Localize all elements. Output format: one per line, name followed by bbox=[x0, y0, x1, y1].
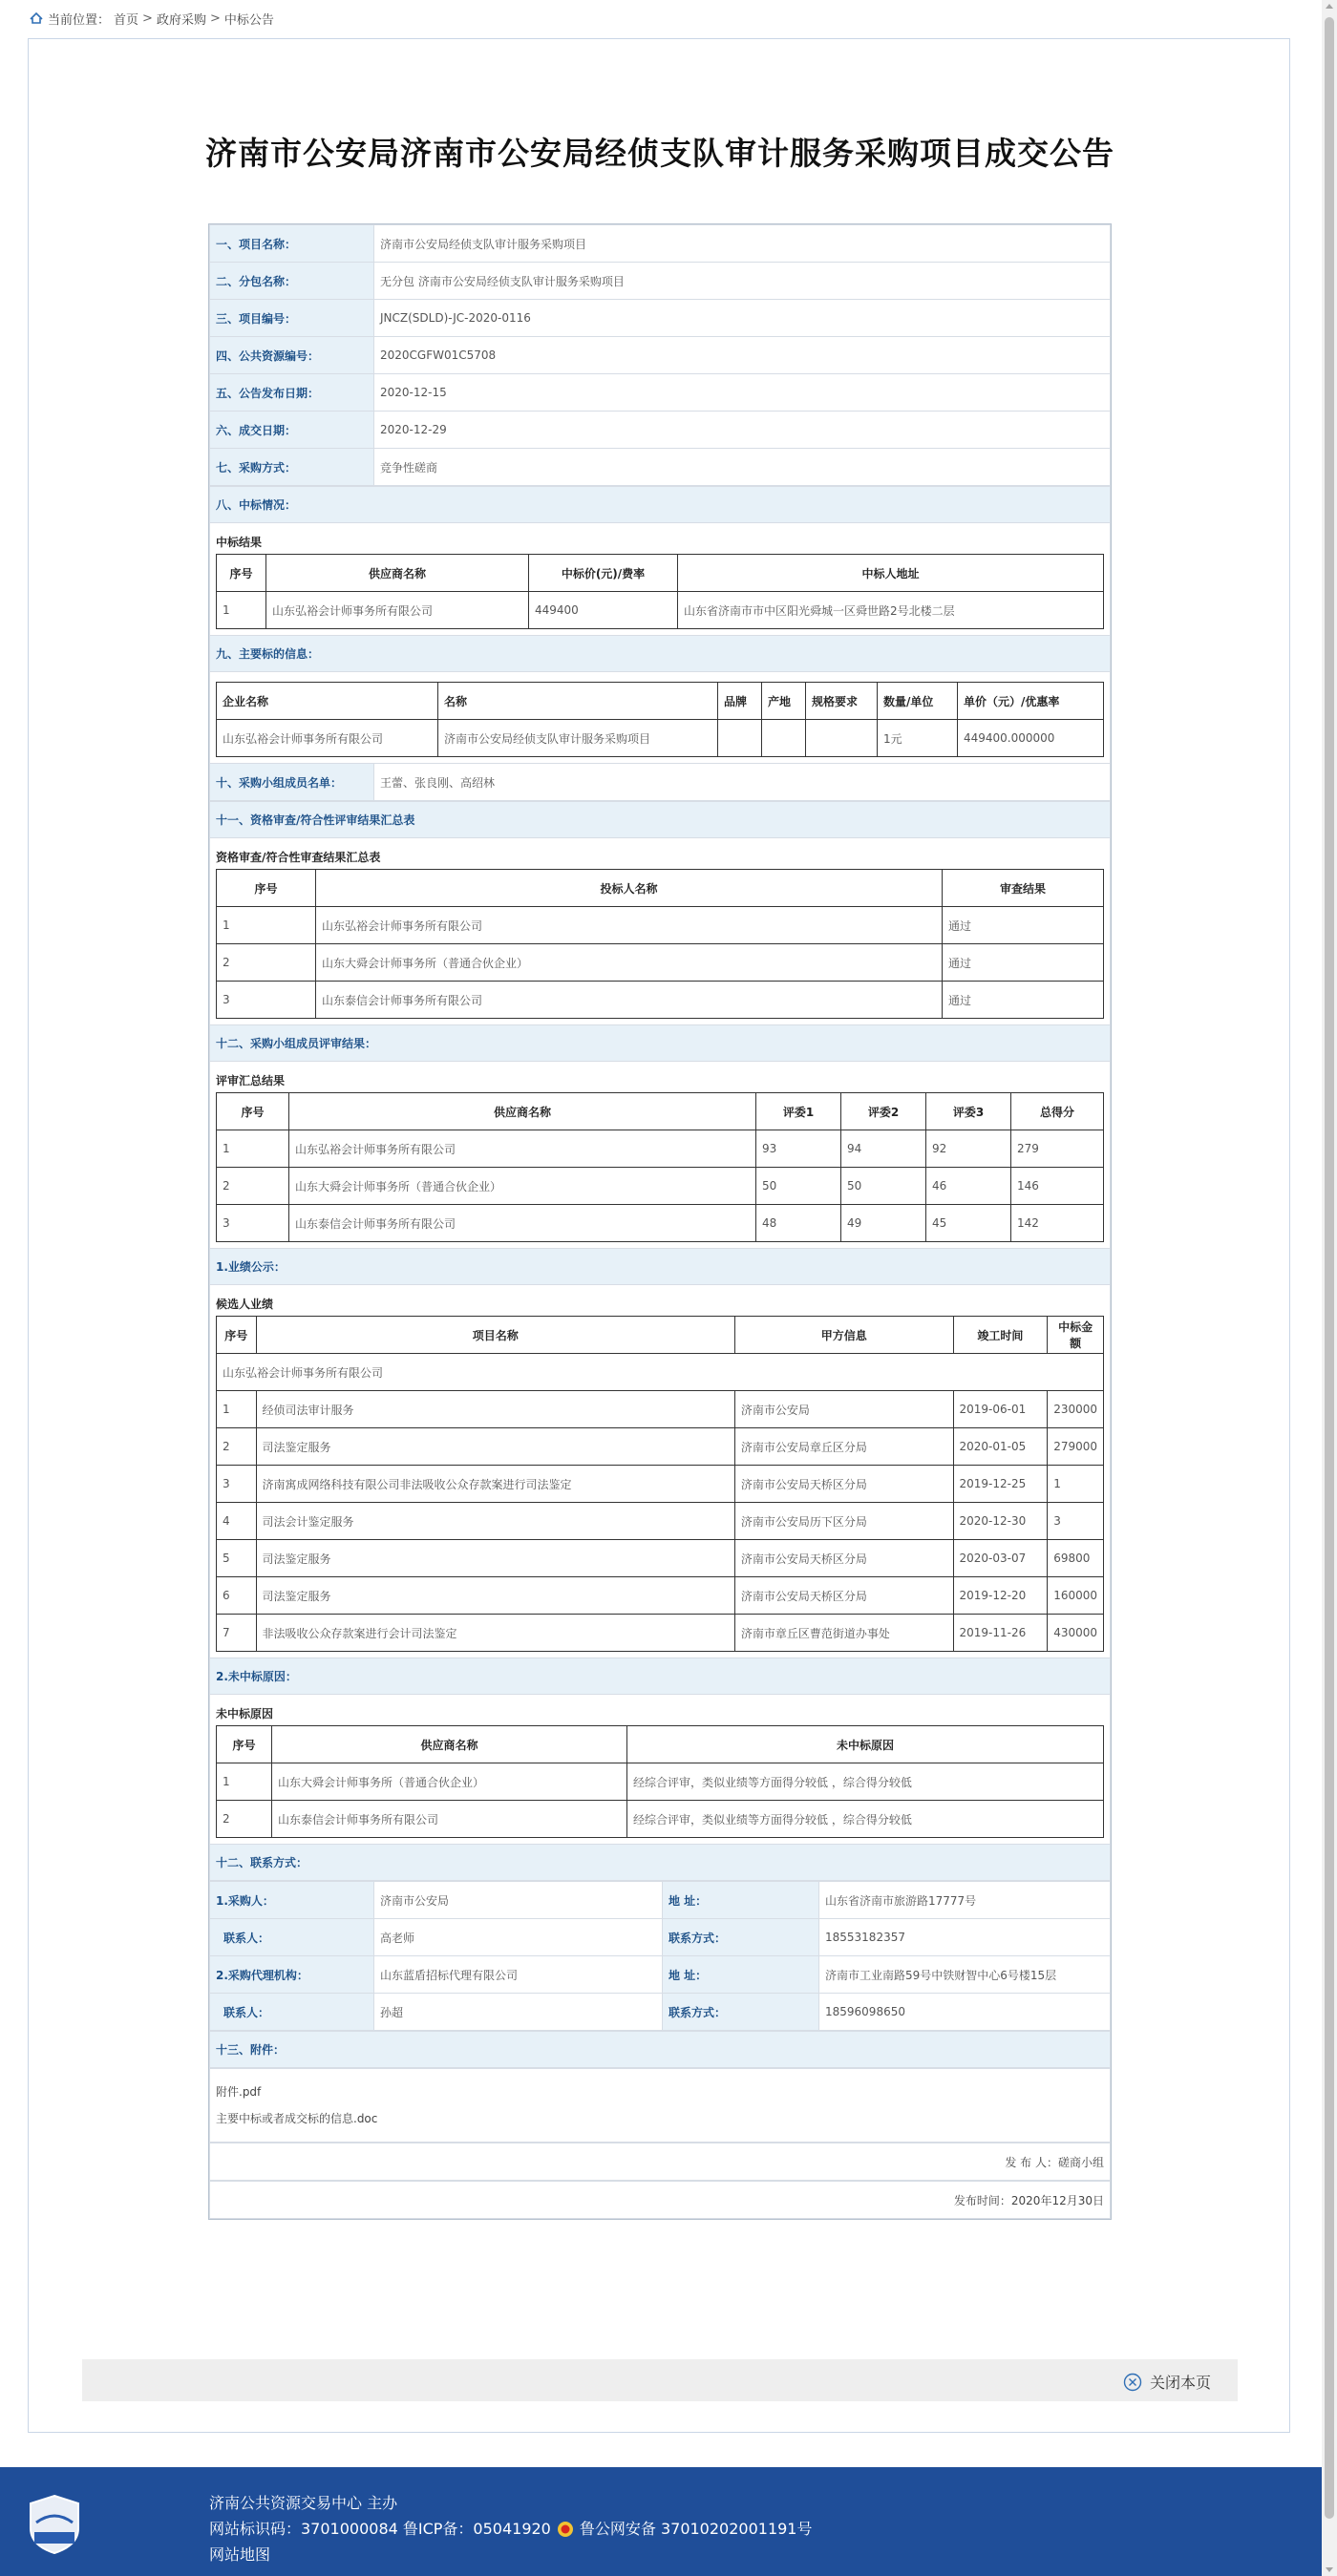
table-cell: 1 bbox=[1048, 1466, 1104, 1503]
column-header: 供应商名称 bbox=[289, 1093, 756, 1130]
table-cell: 山东大舜会计师事务所（普通合伙企业） bbox=[289, 1168, 756, 1205]
table-cell: 司法鉴定服务 bbox=[256, 1577, 734, 1615]
table-row bbox=[217, 1168, 1104, 1205]
main-items-table bbox=[216, 682, 1104, 757]
column-header: 产地 bbox=[762, 683, 806, 720]
table-cell: 山东弘裕会计师事务所有限公司 bbox=[266, 592, 529, 629]
table-cell: 经综合评审，类似业绩等方面得分较低 ，综合得分较低 bbox=[627, 1801, 1104, 1838]
qualification-subtitle: 资格审查/符合性审查结果汇总表 bbox=[216, 851, 381, 864]
column-header: 供应商名称 bbox=[266, 555, 529, 592]
table-cell: 2019-11-26 bbox=[953, 1615, 1048, 1652]
column-header: 规格要求 bbox=[806, 683, 878, 720]
panel-members-table bbox=[209, 763, 1111, 801]
announcement-document bbox=[208, 223, 1112, 2220]
info-label: 三、项目编号： bbox=[210, 300, 374, 337]
close-page-button[interactable] bbox=[1123, 2371, 1211, 2393]
table-cell: 山东大舜会计师事务所（普通合伙企业） bbox=[316, 944, 943, 982]
table-row bbox=[217, 592, 1104, 629]
table-row bbox=[217, 1428, 1104, 1466]
buyer-contact-value: 高老师 bbox=[374, 1919, 663, 1956]
table-row bbox=[217, 1763, 1104, 1801]
table-cell: 2 bbox=[217, 1168, 289, 1205]
info-label: 二、分包名称： bbox=[210, 263, 374, 300]
info-label: 四、公共资源编号： bbox=[210, 337, 374, 374]
table-cell: 山东弘裕会计师事务所有限公司 bbox=[289, 1130, 756, 1168]
footer-sitemap-link[interactable]: 网站地图 bbox=[209, 2545, 271, 2564]
table-cell: 1 bbox=[217, 1763, 272, 1801]
buyer-address-value: 山东省济南市旅游路17777号 bbox=[819, 1882, 1111, 1919]
table-cell: 430000 bbox=[1048, 1615, 1104, 1652]
table-cell: 济南市公安局天桥区分局 bbox=[734, 1540, 953, 1577]
breadcrumb-separator: > bbox=[209, 11, 221, 26]
table-cell: 经综合评审，类似业绩等方面得分较低 ，综合得分较低 bbox=[627, 1763, 1104, 1801]
agent-label: 2.采购代理机构： bbox=[210, 1956, 374, 1994]
footer-info bbox=[209, 2490, 812, 2567]
table-cell: 1 bbox=[217, 592, 266, 629]
footer-id-line: 网站标识码：3701000084 鲁ICP备：05041920 bbox=[209, 2520, 551, 2538]
section-main-items-block bbox=[209, 672, 1111, 763]
table-cell: 通过 bbox=[943, 907, 1104, 944]
table-cell: 45 bbox=[926, 1205, 1011, 1242]
table-cell: 94 bbox=[841, 1130, 926, 1168]
table-cell bbox=[762, 720, 806, 757]
table-cell: 山东大舜会计师事务所（普通合伙企业） bbox=[272, 1763, 627, 1801]
table-cell bbox=[806, 720, 878, 757]
section-evaluation-header: 十二、采购小组成员评审结果： bbox=[209, 1024, 1111, 1062]
table-cell: 1 bbox=[217, 1130, 289, 1168]
table-row bbox=[217, 1540, 1104, 1577]
table-cell: 济南市公安局经侦支队审计服务采购项目 bbox=[438, 720, 718, 757]
table-cell: 93 bbox=[756, 1130, 841, 1168]
table-cell: 2019-12-25 bbox=[953, 1466, 1048, 1503]
table-cell: 160000 bbox=[1048, 1577, 1104, 1615]
column-header: 竣工时间 bbox=[953, 1317, 1048, 1354]
police-badge-icon bbox=[557, 2521, 574, 2538]
buyer-label: 1.采购人： bbox=[210, 1882, 374, 1919]
table-row bbox=[210, 337, 1111, 374]
table-cell: 济南市公安局天桥区分局 bbox=[734, 1466, 953, 1503]
table-cell: 4 bbox=[217, 1503, 257, 1540]
table-row bbox=[210, 300, 1111, 337]
buyer-contact-label: 联系人： bbox=[210, 1919, 374, 1956]
footer-police-line: 鲁公网安备 37010202001191号 bbox=[579, 2520, 813, 2538]
footer-host: 济南公共资源交易中心 主办 bbox=[209, 2494, 398, 2512]
info-value: 2020-12-29 bbox=[374, 412, 1111, 449]
info-value: 无分包 济南市公安局经侦支队审计服务采购项目 bbox=[374, 263, 1111, 300]
agent-address-value: 济南市工业南路59号中铁财智中心6号楼15层 bbox=[819, 1956, 1111, 1994]
table-cell: 1 bbox=[217, 907, 316, 944]
agent-contact-value: 孙超 bbox=[374, 1994, 663, 2031]
close-bar bbox=[82, 2359, 1238, 2401]
table-cell: 经侦司法审计服务 bbox=[256, 1391, 734, 1428]
table-cell bbox=[718, 720, 762, 757]
award-result-table bbox=[216, 554, 1104, 629]
info-label: 五、公告发布日期： bbox=[210, 374, 374, 412]
buyer-phone-value: 18553182357 bbox=[819, 1919, 1111, 1956]
breadcrumb-procurement-link[interactable]: 政府采购 bbox=[156, 12, 206, 28]
table-cell: 山东泰信会计师事务所有限公司 bbox=[289, 1205, 756, 1242]
table-cell: 6 bbox=[217, 1577, 257, 1615]
table-cell: 1 bbox=[217, 1391, 257, 1428]
agent-contact-label: 联系人： bbox=[210, 1994, 374, 2031]
section-award-block bbox=[209, 523, 1111, 635]
table-row bbox=[217, 1615, 1104, 1652]
section-main-items-header: 九、主要标的信息： bbox=[209, 635, 1111, 672]
table-cell: 3 bbox=[217, 982, 316, 1019]
panel-members-value: 王蕾、张良刚、高绍林 bbox=[374, 764, 1111, 801]
table-cell: 济南寓成网络科技有限公司非法吸收公众存款案进行司法鉴定 bbox=[256, 1466, 734, 1503]
column-header: 评委1 bbox=[756, 1093, 841, 1130]
attachments-list bbox=[209, 2068, 1111, 2143]
evaluation-table bbox=[216, 1092, 1104, 1242]
table-row bbox=[217, 1577, 1104, 1615]
table-row bbox=[210, 1994, 1111, 2031]
table-cell: 146 bbox=[1011, 1168, 1104, 1205]
table-cell: 449400 bbox=[529, 592, 678, 629]
table-row bbox=[217, 1503, 1104, 1540]
table-cell: 3 bbox=[217, 1205, 289, 1242]
table-row bbox=[210, 1919, 1111, 1956]
info-value: 竞争性磋商 bbox=[374, 449, 1111, 486]
section-loss-reason-header: 2.未中标原因： bbox=[209, 1658, 1111, 1695]
table-row bbox=[217, 1205, 1104, 1242]
table-row bbox=[217, 1466, 1104, 1503]
table-row bbox=[210, 1882, 1111, 1919]
table-row bbox=[217, 1391, 1104, 1428]
table-cell: 山东弘裕会计师事务所有限公司 bbox=[217, 720, 438, 757]
institution-badge-logo bbox=[27, 2494, 82, 2555]
table-row bbox=[210, 1956, 1111, 1994]
scroll-down-arrow-icon[interactable] bbox=[1326, 2567, 1333, 2572]
column-header: 序号 bbox=[217, 555, 266, 592]
column-header: 序号 bbox=[217, 1317, 257, 1354]
breadcrumb-award-link[interactable]: 中标公告 bbox=[223, 12, 274, 28]
performance-subtitle: 候选人业绩 bbox=[216, 1298, 274, 1311]
buyer-value: 济南市公安局 bbox=[374, 1882, 663, 1919]
table-row bbox=[217, 944, 1104, 982]
qualification-table bbox=[216, 869, 1104, 1019]
table-row bbox=[217, 907, 1104, 944]
column-header: 审查结果 bbox=[943, 870, 1104, 907]
table-cell: 449400.000000 bbox=[958, 720, 1104, 757]
publish-time-line: 发布时间：2020年12月30日 bbox=[209, 2181, 1111, 2219]
table-cell: 279000 bbox=[1048, 1428, 1104, 1466]
award-result-subtitle: 中标结果 bbox=[216, 536, 263, 549]
column-header: 总得分 bbox=[1011, 1093, 1104, 1130]
table-row bbox=[217, 1130, 1104, 1168]
table-cell: 1元 bbox=[878, 720, 958, 757]
table-cell: 142 bbox=[1011, 1205, 1104, 1242]
scrollbar-thumb[interactable] bbox=[1325, 17, 1334, 2519]
table-row bbox=[210, 225, 1111, 263]
column-header: 评委3 bbox=[926, 1093, 1011, 1130]
table-row bbox=[210, 449, 1111, 486]
loss-reason-subtitle: 未中标原因 bbox=[216, 1707, 274, 1721]
table-cell: 山东泰信会计师事务所有限公司 bbox=[316, 982, 943, 1019]
table-cell: 49 bbox=[841, 1205, 926, 1242]
table-cell: 司法鉴定服务 bbox=[256, 1428, 734, 1466]
loss-reason-table bbox=[216, 1725, 1104, 1838]
table-cell: 山东泰信会计师事务所有限公司 bbox=[272, 1801, 627, 1838]
page-title: 济南市公安局济南市公安局经侦支队审计服务采购项目成交公告 bbox=[205, 135, 1114, 172]
table-cell: 济南市公安局章丘区分局 bbox=[734, 1428, 953, 1466]
table-cell: 2019-06-01 bbox=[953, 1391, 1048, 1428]
table-cell: 济南市公安局天桥区分局 bbox=[734, 1577, 953, 1615]
table-cell: 济南市章丘区曹范街道办事处 bbox=[734, 1615, 953, 1652]
column-header: 中标金额 bbox=[1048, 1317, 1104, 1354]
column-header: 甲方信息 bbox=[734, 1317, 953, 1354]
panel-members-label: 十、采购小组成员名单： bbox=[210, 764, 374, 801]
footer-registration-row bbox=[209, 2516, 812, 2542]
table-cell: 2 bbox=[217, 1801, 272, 1838]
project-info-table bbox=[209, 224, 1111, 486]
table-cell: 48 bbox=[756, 1205, 841, 1242]
table-cell: 山东省济南市市中区阳光舜城一区舜世路2号北楼二层 bbox=[678, 592, 1104, 629]
column-header: 投标人名称 bbox=[316, 870, 943, 907]
home-icon bbox=[29, 11, 44, 25]
table-cell: 2020-01-05 bbox=[953, 1428, 1048, 1466]
table-cell: 司法鉴定服务 bbox=[256, 1540, 734, 1577]
table-cell: 5 bbox=[217, 1540, 257, 1577]
info-value: 济南市公安局经侦支队审计服务采购项目 bbox=[374, 225, 1111, 263]
table-cell: 济南市公安局历下区分局 bbox=[734, 1503, 953, 1540]
breadcrumb-prefix: 当前位置： bbox=[48, 12, 111, 28]
performance-company-name: 山东弘裕会计师事务所有限公司 bbox=[217, 1354, 1104, 1391]
section-performance-block bbox=[209, 1285, 1111, 1658]
section-qualification-header: 十一、资格审查/符合性评审结果汇总表 bbox=[209, 801, 1111, 838]
table-row bbox=[210, 374, 1111, 412]
column-header: 中标人地址 bbox=[678, 555, 1104, 592]
column-header: 单价（元）/优惠率 bbox=[958, 683, 1104, 720]
section-loss-reason-block bbox=[209, 1695, 1111, 1844]
table-row bbox=[217, 982, 1104, 1019]
table-row bbox=[217, 720, 1104, 757]
table-cell: 司法会计鉴定服务 bbox=[256, 1503, 734, 1540]
table-cell: 2 bbox=[217, 944, 316, 982]
info-value: JNCZ(SDLD)-JC-2020-0116 bbox=[374, 300, 1111, 337]
column-header: 企业名称 bbox=[217, 683, 438, 720]
table-cell: 3 bbox=[217, 1466, 257, 1503]
table-cell: 230000 bbox=[1048, 1391, 1104, 1428]
agent-address-label: 地 址： bbox=[663, 1956, 819, 1994]
table-cell: 92 bbox=[926, 1130, 1011, 1168]
table-row bbox=[217, 1801, 1104, 1838]
breadcrumb-separator: > bbox=[142, 11, 153, 26]
table-row bbox=[210, 412, 1111, 449]
site-footer bbox=[0, 2467, 1322, 2576]
vertical-scrollbar[interactable] bbox=[1322, 0, 1337, 2576]
performance-table bbox=[216, 1316, 1104, 1652]
column-header: 供应商名称 bbox=[272, 1726, 627, 1763]
info-label: 七、采购方式： bbox=[210, 449, 374, 486]
publisher-line: 发 布 人：磋商小组 bbox=[209, 2143, 1111, 2181]
column-header: 序号 bbox=[217, 1726, 272, 1763]
info-value: 2020CGFW01C5708 bbox=[374, 337, 1111, 374]
breadcrumb-home-link[interactable]: 首页 bbox=[114, 12, 139, 28]
table-cell: 非法吸收公众存款案进行会计司法鉴定 bbox=[256, 1615, 734, 1652]
table-cell: 2020-12-30 bbox=[953, 1503, 1048, 1540]
attachment-link[interactable]: 附件.pdf bbox=[216, 2085, 262, 2099]
column-header: 品牌 bbox=[718, 683, 762, 720]
evaluation-subtitle: 评审汇总结果 bbox=[216, 1074, 286, 1087]
table-cell: 69800 bbox=[1048, 1540, 1104, 1577]
table-cell: 2019-12-20 bbox=[953, 1577, 1048, 1615]
breadcrumb bbox=[29, 8, 274, 29]
contact-table bbox=[209, 1881, 1111, 2031]
agent-phone-label: 联系方式： bbox=[663, 1994, 819, 2031]
content-frame bbox=[28, 38, 1290, 2433]
table-row bbox=[210, 764, 1111, 801]
column-header: 序号 bbox=[217, 1093, 289, 1130]
agent-value: 山东蓝盾招标代理有限公司 bbox=[374, 1956, 663, 1994]
table-cell: 3 bbox=[1048, 1503, 1104, 1540]
section-qualification-block bbox=[209, 838, 1111, 1024]
section-contact-header: 十二、联系方式： bbox=[209, 1844, 1111, 1881]
column-header: 序号 bbox=[217, 870, 316, 907]
section-attachments-header: 十三、附件： bbox=[209, 2031, 1111, 2068]
column-header: 项目名称 bbox=[256, 1317, 734, 1354]
table-cell: 济南市公安局 bbox=[734, 1391, 953, 1428]
column-header: 中标价(元)/费率 bbox=[529, 555, 678, 592]
section-evaluation-block bbox=[209, 1062, 1111, 1248]
agent-phone-value: 18596098650 bbox=[819, 1994, 1111, 2031]
table-cell: 2020-03-07 bbox=[953, 1540, 1048, 1577]
buyer-phone-label: 联系方式： bbox=[663, 1919, 819, 1956]
table-row bbox=[210, 263, 1111, 300]
table-cell: 山东弘裕会计师事务所有限公司 bbox=[316, 907, 943, 944]
table-cell: 通过 bbox=[943, 982, 1104, 1019]
column-header: 未中标原因 bbox=[627, 1726, 1104, 1763]
info-value: 2020-12-15 bbox=[374, 374, 1111, 412]
info-label: 六、成交日期： bbox=[210, 412, 374, 449]
info-label: 一、项目名称： bbox=[210, 225, 374, 263]
column-header: 名称 bbox=[438, 683, 718, 720]
table-cell: 50 bbox=[841, 1168, 926, 1205]
table-row bbox=[217, 1354, 1104, 1391]
table-cell: 279 bbox=[1011, 1130, 1104, 1168]
column-header: 数量/单位 bbox=[878, 683, 958, 720]
column-header: 评委2 bbox=[841, 1093, 926, 1130]
scroll-up-arrow-icon[interactable] bbox=[1326, 4, 1333, 9]
attachment-link[interactable]: 主要中标或者成交标的信息.doc bbox=[216, 2112, 378, 2125]
table-cell: 50 bbox=[756, 1168, 841, 1205]
section-performance-header: 1.业绩公示： bbox=[209, 1248, 1111, 1285]
table-cell: 2 bbox=[217, 1428, 257, 1466]
close-circle-icon bbox=[1123, 2373, 1142, 2392]
table-cell: 46 bbox=[926, 1168, 1011, 1205]
table-cell: 通过 bbox=[943, 944, 1104, 982]
table-cell: 7 bbox=[217, 1615, 257, 1652]
buyer-address-label: 地 址： bbox=[663, 1882, 819, 1919]
close-page-label: 关闭本页 bbox=[1149, 2374, 1211, 2392]
section-award-header: 八、中标情况： bbox=[209, 486, 1111, 523]
